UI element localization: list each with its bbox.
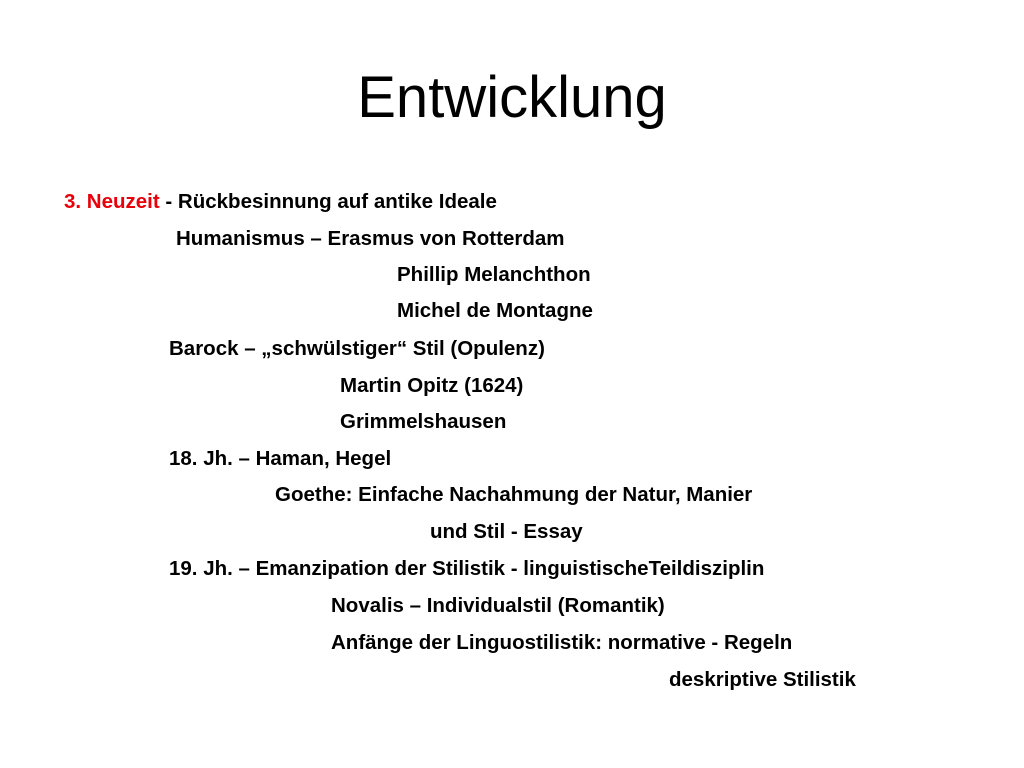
line-goethe-continued: und Stil - Essay bbox=[430, 520, 583, 543]
line-linguostilistik: Anfänge der Linguostilistik: normative - Regeln bbox=[331, 631, 793, 654]
line-montagne: Michel de Montagne bbox=[397, 299, 593, 322]
heading-text: - Rückbesinnung auf antike Ideale bbox=[159, 190, 497, 213]
heading-line bbox=[64, 189, 497, 215]
line-deskriptive: deskriptive Stilistik bbox=[669, 668, 856, 691]
slide-title: Entwicklung bbox=[357, 65, 667, 130]
line-19-jh: 19. Jh. – Emanzipation der Stilistik - linguistischeTeildisziplin bbox=[169, 557, 765, 580]
line-grimmelshausen: Grimmelshausen bbox=[340, 410, 507, 433]
line-novalis: Novalis – Individualstil (Romantik) bbox=[331, 594, 665, 617]
line-18-jh: 18. Jh. – Haman, Hegel bbox=[169, 447, 392, 470]
line-opitz: Martin Opitz (1624) bbox=[340, 374, 524, 397]
line-humanismus: Humanismus – Erasmus von Rotterdam bbox=[176, 227, 565, 250]
line-melanchthon: Phillip Melanchthon bbox=[397, 263, 591, 286]
line-barock: Barock – „schwülstiger“ Stil (Opulenz) bbox=[169, 337, 545, 360]
period-label-neuzeit: 3. Neuzeit bbox=[64, 190, 160, 213]
line-goethe: Goethe: Einfache Nachahmung der Natur, Manier bbox=[275, 483, 753, 506]
